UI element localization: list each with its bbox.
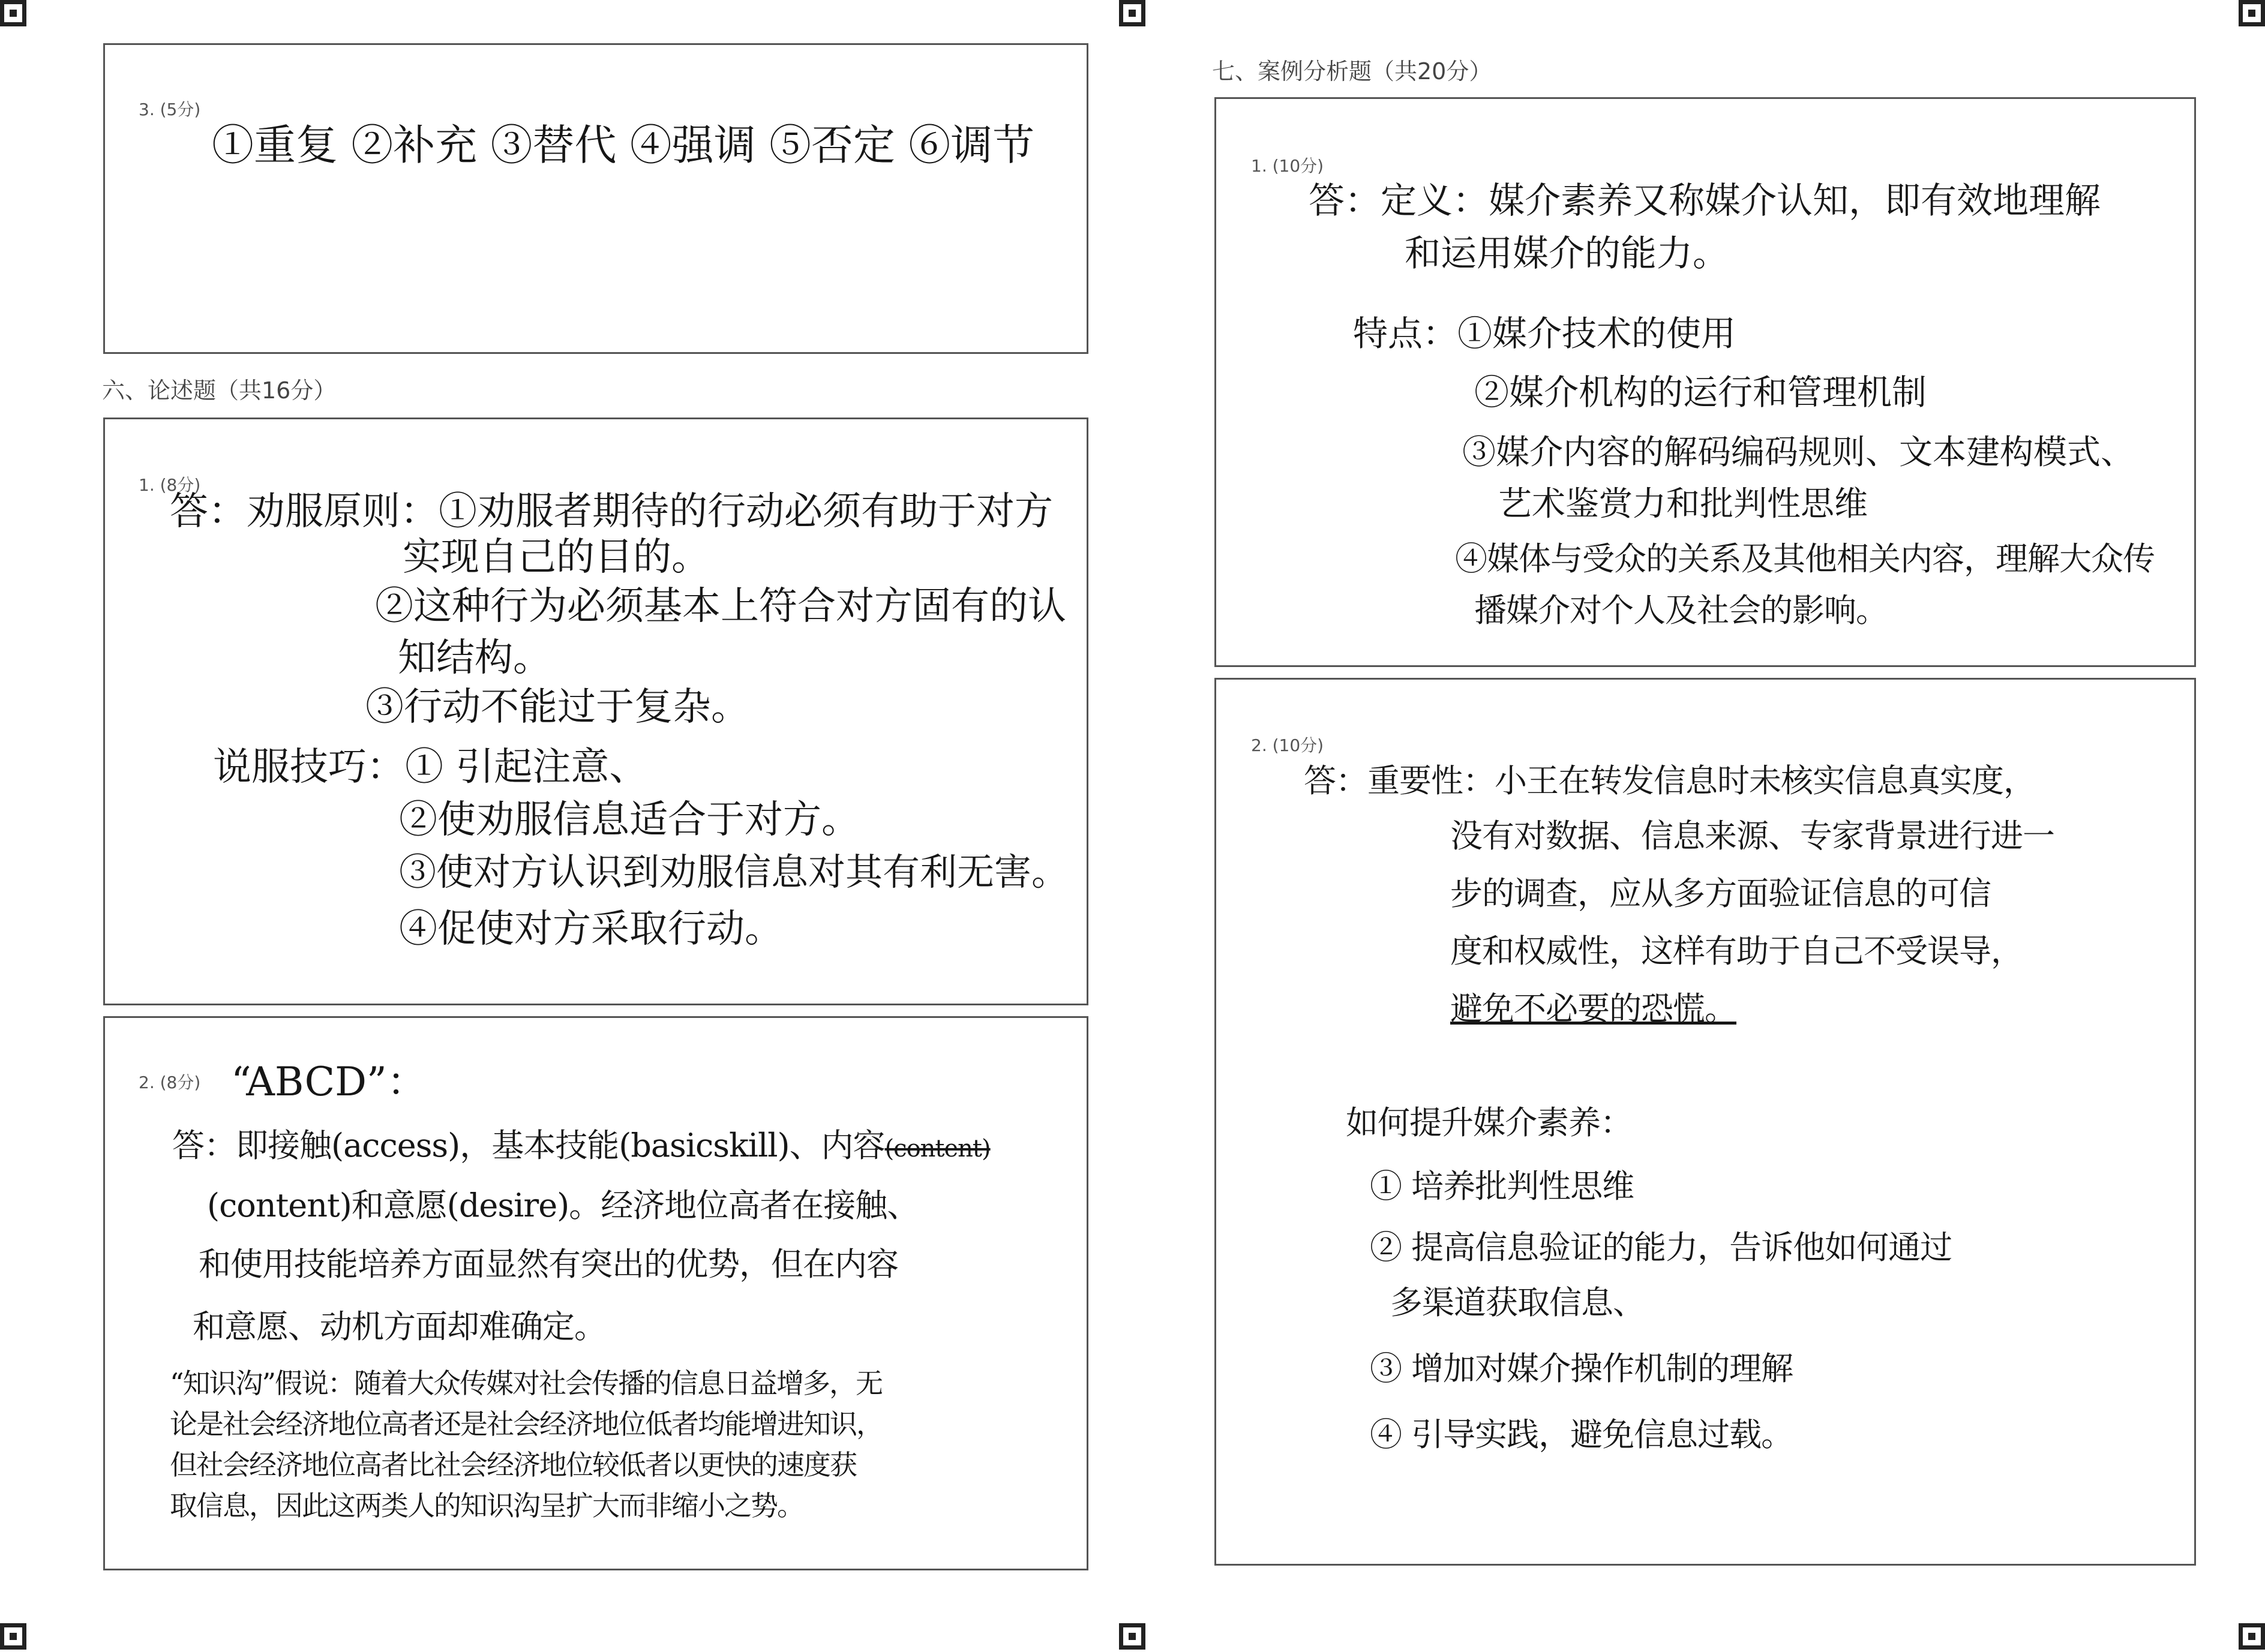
answer-line: 没有对数据、信息来源、专家背景进行进一 — [1450, 817, 2054, 855]
corner-mark-top-center — [1119, 0, 1145, 26]
answer-line: 取信息，因此这两类人的知识沟呈扩大而非缩小之势。 — [170, 1489, 803, 1522]
answer-box-left-q1 — [103, 417, 1088, 1005]
answer-line: 播媒介对个人及社会的影响。 — [1474, 591, 1888, 629]
answer-line: ③ 增加对媒介操作机制的理解 — [1370, 1350, 1793, 1387]
answer-line: 知结构。 — [398, 636, 551, 680]
answer-box-left-q3 — [103, 43, 1088, 354]
answer-box-right-q2 — [1214, 678, 2196, 1566]
answer-line: 和运用媒介的能力。 — [1405, 233, 1729, 275]
answer-box-left-q2 — [103, 1016, 1088, 1570]
answer-line: 和使用技能培养方面显然有突出的优势，但在内容 — [199, 1245, 898, 1283]
answer-line: ④ 引导实践，避免信息过载。 — [1370, 1416, 1793, 1453]
struck-text: (content) — [884, 1135, 991, 1163]
answer-line: 说服技巧：① 引起注意、 — [213, 745, 648, 789]
answer-line: ① 培养批判性思维 — [1370, 1167, 1634, 1205]
answer-line: 和意愿、动机方面却难确定。 — [193, 1308, 606, 1345]
answer-text: 答：即接触(access)，基本技能(basicskill)、内容 — [172, 1127, 885, 1164]
corner-mark-top-right — [2239, 0, 2265, 26]
answer-line: 但社会经济地位高者比社会经济地位较低者以更快的速度获 — [170, 1449, 856, 1481]
question-label: 3. (5分) — [139, 100, 201, 119]
answer-line: ④媒体与受众的关系及其他相关内容，理解大众传 — [1455, 540, 2155, 578]
answer-line: 论是社会经济地位高者还是社会经济地位低者均能增进知识， — [170, 1408, 883, 1440]
answer-line: (content)和意愿(desire)。经济地位高者在接触、 — [207, 1187, 919, 1224]
question-label: 2. (10分) — [1251, 735, 1324, 755]
question-label: 1. (8分) — [139, 475, 201, 495]
section-title-case-analysis: 七、案例分析题（共20分） — [1212, 58, 1492, 85]
handwritten-answer: ①重复 ②补充 ③替代 ④强调 ⑤否定 ⑥调节 — [212, 121, 1035, 170]
answer-line: 多渠道获取信息、 — [1390, 1284, 1645, 1321]
corner-mark-top-left — [0, 0, 26, 26]
answer-line: 艺术鉴赏力和批判性思维 — [1498, 485, 1868, 524]
answer-box-right-q1 — [1214, 97, 2196, 667]
answer-line: ④促使对方采取行动。 — [399, 907, 783, 951]
answer-heading: “ABCD”： — [231, 1059, 427, 1105]
answer-line: 特点：①媒介技术的使用 — [1353, 313, 1736, 354]
question-label: 1. (10分) — [1251, 156, 1324, 176]
answer-line: 答：重要性：小王在转发信息时未核实信息真实度， — [1304, 762, 2035, 800]
answer-line: ②这种行为必须基本上符合对方固有的认 — [375, 584, 1066, 629]
answer-line: ②使劝服信息适合于对方。 — [399, 798, 860, 842]
answer-line: “知识沟”假说：随着大众传媒对社会传播的信息日益增多，无 — [170, 1367, 883, 1399]
section-title-essay: 六、论述题（共16分） — [102, 377, 337, 404]
answer-line: ② 提高信息验证的能力，告诉他如何通过 — [1370, 1229, 1952, 1266]
corner-mark-bottom-right — [2239, 1623, 2265, 1650]
answer-line: ③使对方认识到劝服信息对其有利无害。 — [399, 850, 1069, 894]
answer-line: ③媒介内容的解码编码规则、文本建构模式、 — [1462, 433, 2134, 472]
answer-line: 实现自己的目的。 — [403, 535, 710, 579]
answer-line: 如何提升媒介素养： — [1346, 1104, 1632, 1142]
question-label: 2. (8分) — [139, 1073, 201, 1092]
answer-line: ②媒介机构的运行和管理机制 — [1474, 372, 1927, 413]
answer-line: 答：定义：媒介素养又称媒介认知，即有效地理解 — [1309, 180, 2101, 222]
answer-line — [172, 1127, 991, 1164]
answer-line: ③行动不能过于复杂。 — [365, 685, 749, 729]
answer-line: 答：劝服原则：①劝服者期待的行动必须有助于对方 — [170, 489, 1053, 534]
corner-mark-bottom-left — [0, 1623, 26, 1650]
answer-line: 度和权威性，这样有助于自己不受误导， — [1450, 932, 2023, 970]
answer-line: 步的调查，应从多方面验证信息的可信 — [1450, 875, 1991, 912]
answer-line: 避免不必要的恐慌。 — [1450, 990, 1736, 1028]
corner-mark-bottom-center — [1119, 1623, 1145, 1650]
